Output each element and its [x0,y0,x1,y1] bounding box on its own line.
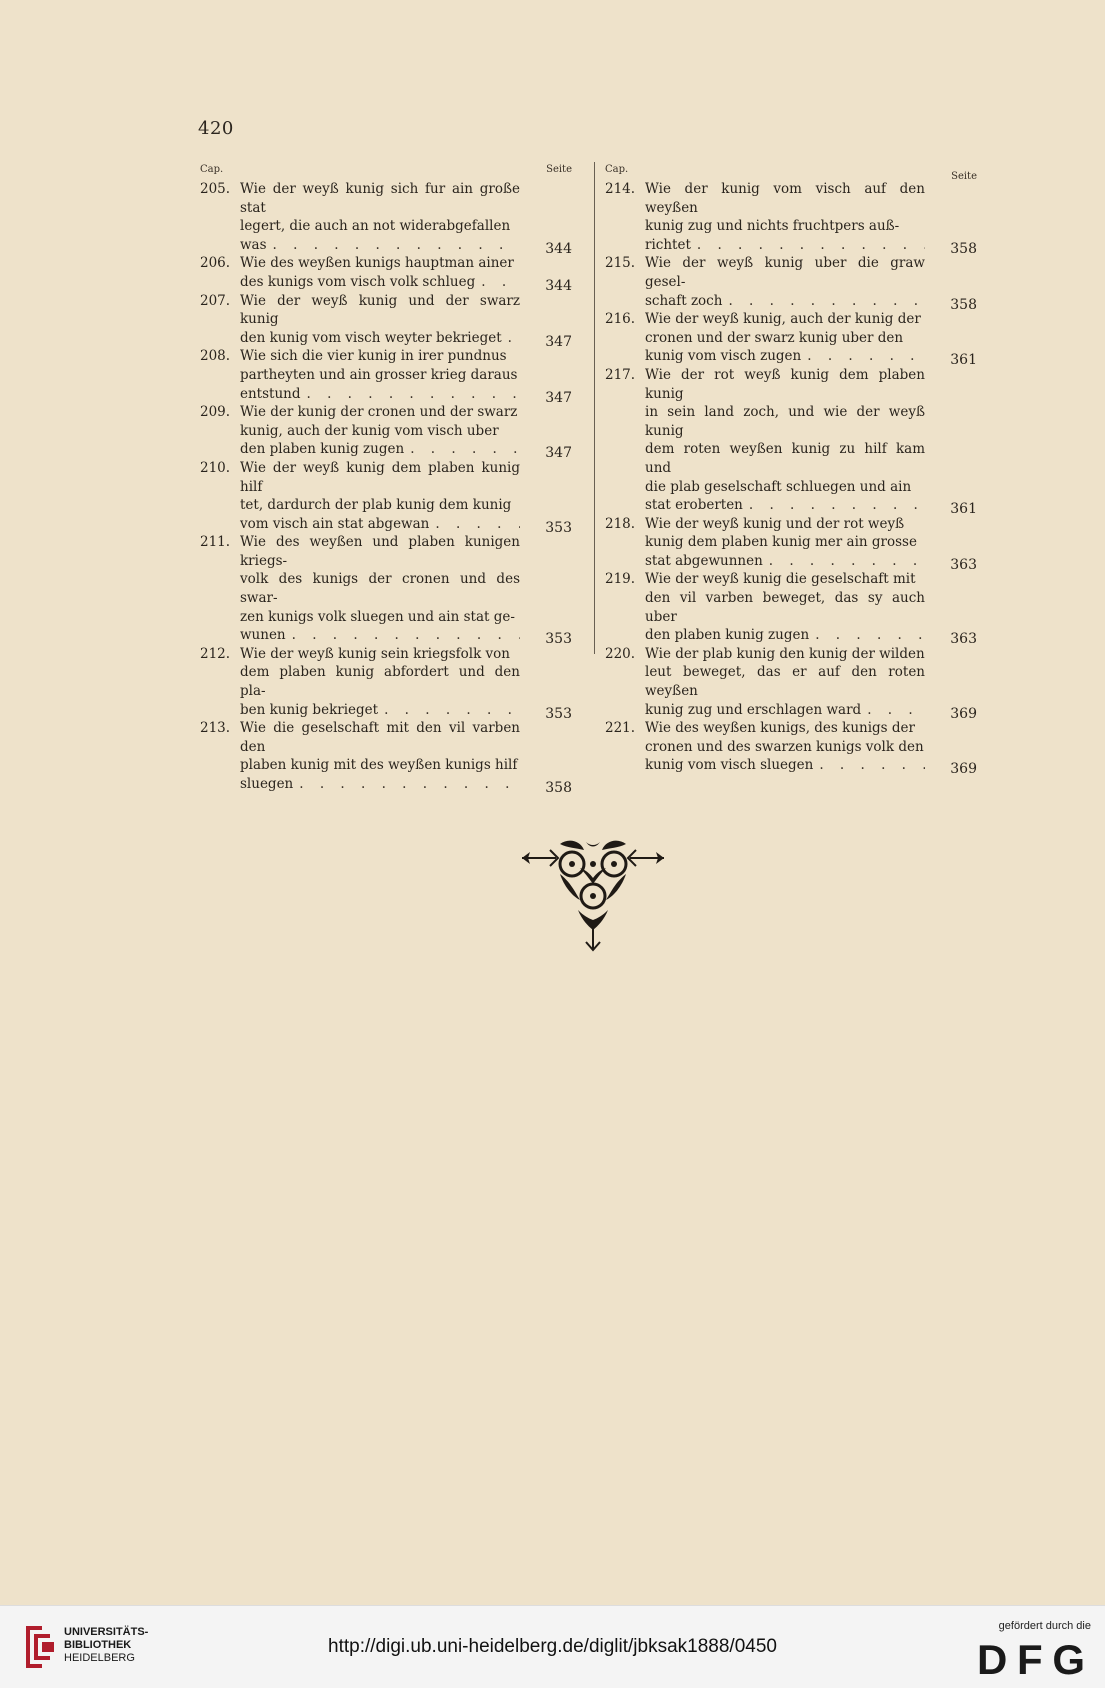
dot-leader [815,626,925,645]
chapter-title-line: cronen und der swarz kunig uber den [645,329,904,346]
chapter-number: 206. [200,255,231,272]
chapter-title-line: Wie der weyß kunig sein kriegsfolk von [240,645,511,662]
chapter-title-last-line [645,701,925,720]
toc-entry [200,533,572,648]
chapter-number: 209. [200,404,231,421]
chapter-title-line: kunig vom visch sluegen [645,757,814,774]
dot-leader [508,329,520,348]
chapter-title-last-line [240,701,520,720]
dot-leader [273,236,520,255]
cap-header: Cap. [200,164,224,175]
toc-entry [200,459,572,536]
chapter-title-line: den vil varben beweget, das sy auch uber [645,590,925,625]
chapter-title-line: tet, dardurch der plab kunig dem kunig [240,497,512,514]
chapter-title-line: zen kunigs volk sluegen und ain stat ge- [240,608,515,625]
chapter-title-line: was [240,236,267,253]
chapter-title-last-line [645,236,925,255]
toc-entry [605,180,977,257]
chapter-title-line: Wie des weyßen und plaben kunigen kriegs- [240,534,520,569]
page-reference: 347 [545,445,572,462]
chapter-title-line: dem plaben kunig abfordert und den pla- [240,664,520,700]
chapter-title-last-line [645,626,925,645]
chapter-title-last-line [645,552,925,571]
chapter-number: 212. [200,645,231,662]
chapter-title [240,403,520,459]
column-divider [594,162,595,654]
chapter-title-line: Wie der kunig vom visch auf den weyßen [645,181,925,216]
chapter-title-last-line [240,515,520,534]
chapter-title [240,719,520,793]
chapter-title-last-line [240,329,520,348]
dfg-logo-text: DFG [977,1638,1085,1678]
toc-entry [200,645,572,722]
dot-leader [819,756,925,775]
toc-column-left [200,164,572,794]
page-reference: 369 [950,705,977,722]
chapter-title-line: Wie der weyß kunig dem plaben kunig hilf [240,459,520,495]
chapter-number: 211. [200,534,231,551]
chapter-title-last-line [240,236,520,255]
page-reference: 347 [545,333,572,350]
chapter-title-line: Wie der weyß kunig uber die graw gesel- [645,255,925,290]
chapter-number: 219. [605,571,636,588]
chapter-title-last-line [240,385,520,404]
library-name-line3: HEIDELBERG [64,1652,135,1664]
toc-column-right [605,164,977,778]
chapter-title [240,459,520,533]
chapter-title-last-line [645,496,925,515]
fleuron-ornament-icon [520,838,666,954]
chapter-title-last-line [240,273,520,292]
dfg-logo-icon [977,1638,1089,1678]
chapter-title-line: vom visch ain stat abgewan [240,515,430,532]
chapter-title-line: den kunig vom visch weyter bekrieget [240,329,502,346]
chapter-title-line: kunig vom visch zugen [645,348,802,365]
library-name-line2: BIBLIOTHEK [64,1639,132,1651]
page-reference: 358 [950,296,977,313]
dot-leader [728,292,925,311]
chapter-title-line: den plaben kunig zugen [240,441,405,458]
chapter-title [645,254,925,310]
page-reference: 363 [950,631,977,648]
dot-leader [292,626,520,645]
dot-leader [867,701,925,720]
toc-entry [200,347,572,406]
dot-leader [410,440,520,459]
toc-entry [200,719,572,796]
chapter-title-line: kunig zug und erschlagen ward [645,701,862,718]
chapter-title [240,180,520,254]
page-reference: 347 [545,389,572,406]
chapter-title [240,645,520,719]
chapter-title-last-line [240,626,520,645]
page-reference: 361 [950,501,977,518]
toc-entry [200,403,572,462]
page-reference: 353 [545,705,572,722]
chapter-number: 210. [200,459,231,476]
chapter-title-line: richtet [645,236,691,253]
chapter-title [240,347,520,403]
chapter-number: 214. [605,181,636,197]
chapter-title-line: die plab geselschaft schluegen und ain [645,478,912,495]
chapter-title-line: entstund [240,385,301,402]
dot-leader [307,385,521,404]
toc-entry [605,570,977,648]
chapter-number: 217. [605,366,636,383]
toc-entry [605,310,977,369]
page-reference: 358 [950,240,977,257]
chapter-title-last-line [645,292,925,311]
chapter-title [240,292,520,348]
toc-entry [605,719,977,778]
chapter-title-line: legert, die auch an not widerabgefallen [240,218,511,235]
chapter-title-last-line [645,347,925,366]
page-reference: 344 [545,240,572,257]
page-reference: 358 [545,780,572,796]
chapter-title [645,719,925,775]
chapter-title-line: Wie sich die vier kunig in irer pundnus [240,348,507,365]
page-reference: 363 [950,556,977,573]
chapter-number: 205. [200,181,231,197]
chapter-number: 207. [200,292,231,309]
chapter-title-line: Wie der weyß kunig die geselschaft mit [645,571,916,588]
toc-entry [605,254,977,313]
chapter-number: 208. [200,348,231,365]
chapter-title-line: wunen [240,627,286,644]
dot-leader [384,701,520,720]
chapter-title-line: Wie der weyß kunig, auch der kunig der [645,311,921,328]
chapter-title-line: leut beweget, das er auf den roten weyßen [645,664,925,700]
chapter-title-line: Wie des weyßen kunigs hauptman ainer [240,255,514,272]
chapter-number: 221. [605,720,636,737]
page-reference: 369 [950,761,977,778]
funding-label: gefördert durch die [998,1620,1091,1632]
chapter-title [645,180,925,254]
chapter-title-line: sluegen [240,776,294,792]
toc-entry [200,254,572,294]
chapter-title-line: plaben kunig mit des weyßen kunigs hilf [240,757,518,774]
chapter-title-line: cronen und des swarzen kunigs volk den [645,738,924,755]
chapter-title [645,645,925,719]
toc-entry [605,645,977,722]
chapter-title-line: Wie der rot weyß kunig dem plaben kunig [645,366,925,402]
page-reference: 353 [545,631,572,648]
chapter-title-last-line [240,775,520,794]
chapter-title-line: stat abgewunnen [645,552,763,569]
dot-leader [807,347,925,366]
chapter-title-line: kunig, auch der kunig vom visch uber [240,422,499,439]
page-reference: 353 [545,519,572,536]
chapter-title-line: partheyten und ain grosser krieg daraus [240,366,518,383]
chapter-title [645,570,925,644]
toc-entries-right [605,180,977,778]
page-reference: 361 [950,352,977,369]
seite-header: Seite [546,164,572,175]
chapter-number: 216. [605,311,636,328]
chapter-title-line: Wie der weyß kunig sich fur ain große stat [240,181,520,216]
toc-entry [605,366,977,518]
chapter-title-line: des kunigs vom visch volk schlueg [240,273,476,290]
chapter-title-line: ben kunig bekrieget [240,701,379,718]
chapter-title-line: dem roten weyßen kunig zu hilf kam und [645,441,925,476]
toc-entry [200,180,572,257]
page-reference: 344 [545,277,572,294]
chapter-title-line: Wie der kunig der cronen und der swarz [240,404,518,421]
chapter-title-line: den plaben kunig zugen [645,627,810,644]
seite-header: Seite [951,171,977,182]
cap-header: Cap. [605,164,629,175]
chapter-number: 220. [605,645,636,662]
page-number: 420 [198,118,234,139]
chapter-title-line: Wie die geselschaft mit den vil varben den [240,720,520,755]
chapter-title-last-line [240,440,520,459]
chapter-title-last-line [645,756,925,775]
chapter-title-line: stat eroberten [645,497,743,514]
chapter-title-line: kunig dem plaben kunig mer ain grosse [645,534,917,551]
chapter-title [645,515,925,571]
footer-bar [0,1605,1105,1688]
chapter-title [240,533,520,645]
chapter-number: 213. [200,720,231,737]
dot-leader [299,775,520,794]
chapter-title-line: schaft zoch [645,292,723,309]
chapter-title-line: in sein land zoch, und wie der weyß kunig [645,404,925,439]
toc-entries-left [200,180,572,794]
source-url-link[interactable]: http://digi.ub.uni-heidelberg.de/diglit/jbksak1888/0450 [328,1636,777,1657]
chapter-title-line: Wie der weyß kunig und der rot weyß [645,515,905,532]
chapter-title-line: Wie der plab kunig den kunig der wilden [645,645,925,662]
dot-leader [435,515,520,534]
chapter-title [645,310,925,366]
chapter-number: 215. [605,255,636,272]
dot-leader [749,496,925,515]
dot-leader [769,552,925,571]
chapter-title-line: Wie der weyß kunig und der swarz kunig [240,292,520,328]
column-header [605,164,977,180]
library-name-line1: UNIVERSITÄTS- [64,1626,149,1638]
chapter-number: 218. [605,515,636,532]
dot-leader [697,236,925,255]
chapter-title-line: volk des kunigs der cronen und des swar- [240,571,520,607]
chapter-title [240,254,520,291]
chapter-title-line: Wie des weyßen kunigs, des kunigs der [645,720,915,737]
dot-leader [481,273,520,292]
toc-entry [605,515,977,571]
toc-entry [200,292,572,348]
column-header [200,164,572,180]
chapter-title [645,366,925,515]
chapter-title-line: kunig zug und nichts fruchtpers auß- [645,218,900,235]
